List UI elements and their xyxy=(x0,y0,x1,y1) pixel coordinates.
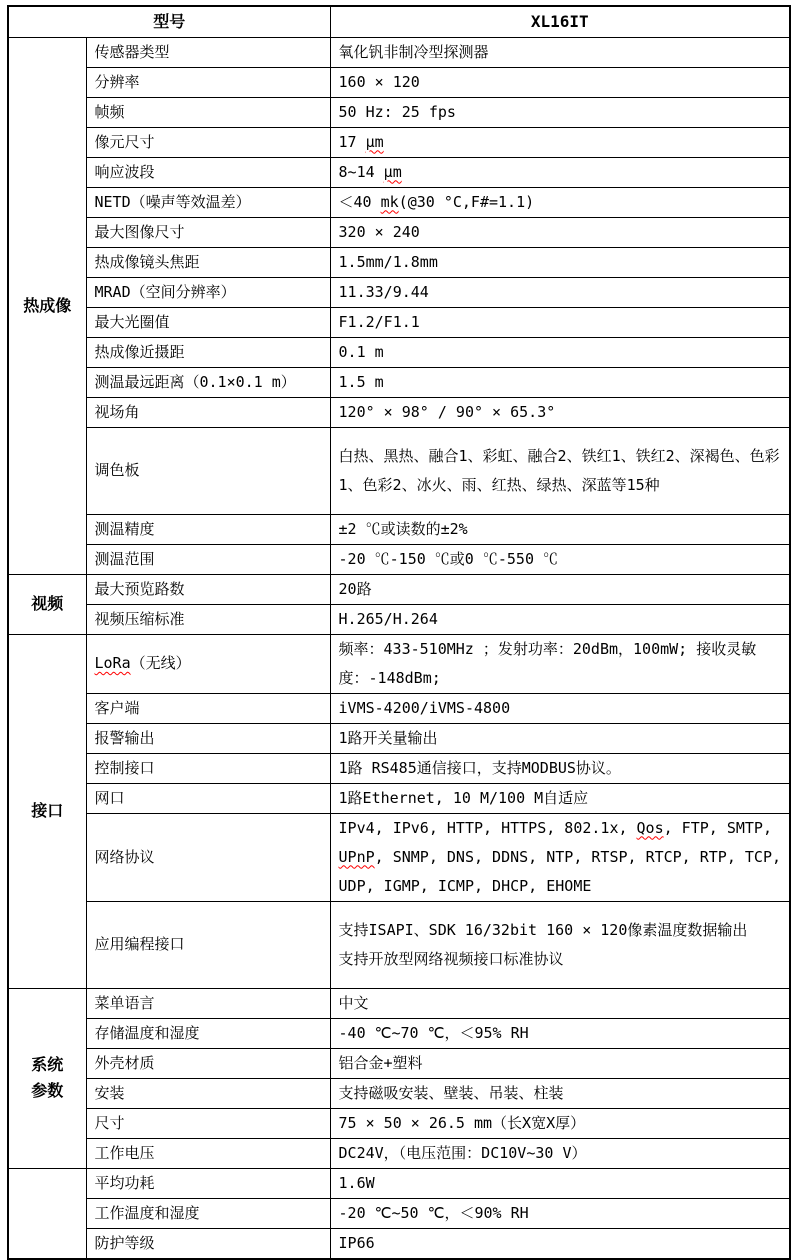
table-row xyxy=(8,37,790,67)
param-value: 铝合金+塑料 xyxy=(330,1048,790,1078)
spellcheck-squiggle-segment: μm xyxy=(365,132,384,151)
param-value xyxy=(330,157,790,187)
table-row xyxy=(8,97,790,127)
param-name: 存储温度和湿度 xyxy=(86,1018,330,1048)
value-segment: 8~14 xyxy=(338,162,384,181)
param-name: 测温最远距离（0.1×0.1 m） xyxy=(86,367,330,397)
table-row xyxy=(8,574,790,604)
param-value: 白热、黑热、融合1、彩虹、融合2、铁红1、铁红2、深褐色、色彩1、色彩2、冰火、雨、红热、绿热、深蓝等15种 xyxy=(330,427,790,514)
value-segment: , FTP, SMTP, xyxy=(663,818,772,837)
param-name: 控制接口 xyxy=(86,753,330,783)
table-row xyxy=(8,337,790,367)
table-row xyxy=(8,1168,790,1198)
table-row xyxy=(8,1048,790,1078)
group-cell-interface xyxy=(8,634,86,988)
param-name: 防护等级 xyxy=(86,1228,330,1259)
param-name: 视频压缩标准 xyxy=(86,604,330,634)
param-name: 报警输出 xyxy=(86,723,330,753)
param-name: NETD（噪声等效温差） xyxy=(86,187,330,217)
table-row xyxy=(8,514,790,544)
param-name: 尺寸 xyxy=(86,1108,330,1138)
param-value: 50 Hz: 25 fps xyxy=(330,97,790,127)
table-row xyxy=(8,277,790,307)
table-row xyxy=(8,427,790,514)
group-label: 系统 xyxy=(31,1055,64,1074)
value-segment: (@30 °C,F#=1.1) xyxy=(398,192,535,211)
param-value: 1.5 m xyxy=(330,367,790,397)
spellcheck-squiggle-segment: Qos xyxy=(636,818,664,837)
table-row xyxy=(8,217,790,247)
param-value: DC24V，（电压范围：DC10V~30 V） xyxy=(330,1138,790,1168)
param-value: 1路开关量输出 xyxy=(330,723,790,753)
group-label: 接口 xyxy=(31,801,64,820)
param-name: 最大预览路数 xyxy=(86,574,330,604)
param-value: -20 ℃~50 ℃，＜90% RH xyxy=(330,1198,790,1228)
param-value xyxy=(330,127,790,157)
param-value: F1.2/F1.1 xyxy=(330,307,790,337)
group-label: 参数 xyxy=(31,1081,64,1100)
param-value: 频率：433-510MHz ；发射功率：20dBm，100mW; 接收灵敏度：-148dBm; xyxy=(330,634,790,693)
header-model-label: 型号 xyxy=(8,6,330,37)
param-value: 20路 xyxy=(330,574,790,604)
param-value: 支持磁吸安装、壁装、吊装、柱装 xyxy=(330,1078,790,1108)
table-row xyxy=(8,753,790,783)
param-name: 平均功耗 xyxy=(86,1168,330,1198)
spellcheck-squiggle-segment: mk xyxy=(380,192,399,211)
spec-table xyxy=(7,5,791,1260)
param-name: 安装 xyxy=(86,1078,330,1108)
table-row xyxy=(8,1138,790,1168)
param-name: 最大光圈值 xyxy=(86,307,330,337)
value-segment: ＜40 xyxy=(338,192,381,211)
param-name: 工作温度和湿度 xyxy=(86,1198,330,1228)
table-row xyxy=(8,693,790,723)
param-value: iVMS-4200/iVMS-4800 xyxy=(330,693,790,723)
table-row xyxy=(8,783,790,813)
spellcheck-squiggle-segment: LoRa xyxy=(94,654,131,672)
spellcheck-squiggle-segment: μm xyxy=(383,162,402,181)
param-name: 响应波段 xyxy=(86,157,330,187)
table-row xyxy=(8,157,790,187)
table-row xyxy=(8,723,790,753)
param-value: 11.33/9.44 xyxy=(330,277,790,307)
table-row xyxy=(8,1108,790,1138)
param-value: 中文 xyxy=(330,988,790,1018)
param-value: 1.6W xyxy=(330,1168,790,1198)
param-value: IP66 xyxy=(330,1228,790,1259)
value-segment: , SNMP, DNS, DDNS, NTP, RTSP, RTCP, RTP, TCP, UDP, IGMP, ICMP, DHCP, EHOME xyxy=(338,847,782,895)
param-name: 像元尺寸 xyxy=(86,127,330,157)
param-value: 1.5mm/1.8mm xyxy=(330,247,790,277)
table-row xyxy=(8,67,790,97)
param-name: 网口 xyxy=(86,783,330,813)
param-value: 120° × 98° / 90° × 65.3° xyxy=(330,397,790,427)
param-name: 热成像镜头焦距 xyxy=(86,247,330,277)
group-cell-system xyxy=(8,988,86,1168)
param-name: MRAD（空间分辨率） xyxy=(86,277,330,307)
param-name: 客户端 xyxy=(86,693,330,723)
param-name: 分辨率 xyxy=(86,67,330,97)
value-segment: 17 xyxy=(338,132,366,151)
param-name xyxy=(86,634,330,693)
param-value: -20 ℃-150 ℃或0 ℃-550 ℃ xyxy=(330,544,790,574)
param-name: 视场角 xyxy=(86,397,330,427)
table-row xyxy=(8,307,790,337)
param-name: 热成像近摄距 xyxy=(86,337,330,367)
table-row xyxy=(8,1198,790,1228)
group-label: 视频 xyxy=(31,594,64,613)
group-cell-video xyxy=(8,574,86,634)
table-row xyxy=(8,397,790,427)
table-row xyxy=(8,1228,790,1259)
table-row xyxy=(8,813,790,901)
header-model-value: XL16IT xyxy=(330,6,790,37)
table-row xyxy=(8,901,790,988)
table-row xyxy=(8,367,790,397)
param-name: 传感器类型 xyxy=(86,37,330,67)
table-row xyxy=(8,544,790,574)
value-line: 支持开放型网络视频接口标准协议 xyxy=(338,949,564,968)
value-line: 支持ISAPI、SDK 16/32bit 160 × 120像素温度数据输出 xyxy=(338,920,748,939)
param-value xyxy=(330,813,790,901)
table-row xyxy=(8,247,790,277)
group-label: 热成像 xyxy=(23,295,72,315)
param-name: 网络协议 xyxy=(86,813,330,901)
table-row xyxy=(8,988,790,1018)
table-row xyxy=(8,127,790,157)
table-row xyxy=(8,1078,790,1108)
param-value: ±2 ℃或读数的±2% xyxy=(330,514,790,544)
param-value: 160 × 120 xyxy=(330,67,790,97)
value-segment: IPv4, IPv6, HTTP, HTTPS, 802.1x, xyxy=(338,818,637,837)
param-value: 氧化钒非制冷型探测器 xyxy=(330,37,790,67)
table-row xyxy=(8,604,790,634)
table-row xyxy=(8,634,790,693)
param-value: -40 ℃~70 ℃，＜95% RH xyxy=(330,1018,790,1048)
param-name: 最大图像尺寸 xyxy=(86,217,330,247)
param-value: 75 × 50 × 26.5 mm（长X宽X厚） xyxy=(330,1108,790,1138)
param-name: 菜单语言 xyxy=(86,988,330,1018)
param-name: 调色板 xyxy=(86,427,330,514)
param-name: 测温范围 xyxy=(86,544,330,574)
group-cell-power xyxy=(8,1168,86,1259)
param-value: H.265/H.264 xyxy=(330,604,790,634)
param-name: 工作电压 xyxy=(86,1138,330,1168)
value-segment: （无线） xyxy=(130,654,191,672)
table-row xyxy=(8,187,790,217)
table-header-row xyxy=(8,6,790,37)
param-value xyxy=(330,187,790,217)
param-value xyxy=(330,901,790,988)
group-cell-thermal xyxy=(8,37,86,574)
spellcheck-squiggle-segment: UPnP xyxy=(338,847,375,866)
param-value: 0.1 m xyxy=(330,337,790,367)
param-name: 应用编程接口 xyxy=(86,901,330,988)
param-value: 1路 RS485通信接口，支持MODBUS协议。 xyxy=(330,753,790,783)
table-row xyxy=(8,1018,790,1048)
param-value: 320 × 240 xyxy=(330,217,790,247)
param-name: 帧频 xyxy=(86,97,330,127)
param-name: 测温精度 xyxy=(86,514,330,544)
param-value: 1路Ethernet, 10 M/100 M自适应 xyxy=(330,783,790,813)
param-name: 外壳材质 xyxy=(86,1048,330,1078)
